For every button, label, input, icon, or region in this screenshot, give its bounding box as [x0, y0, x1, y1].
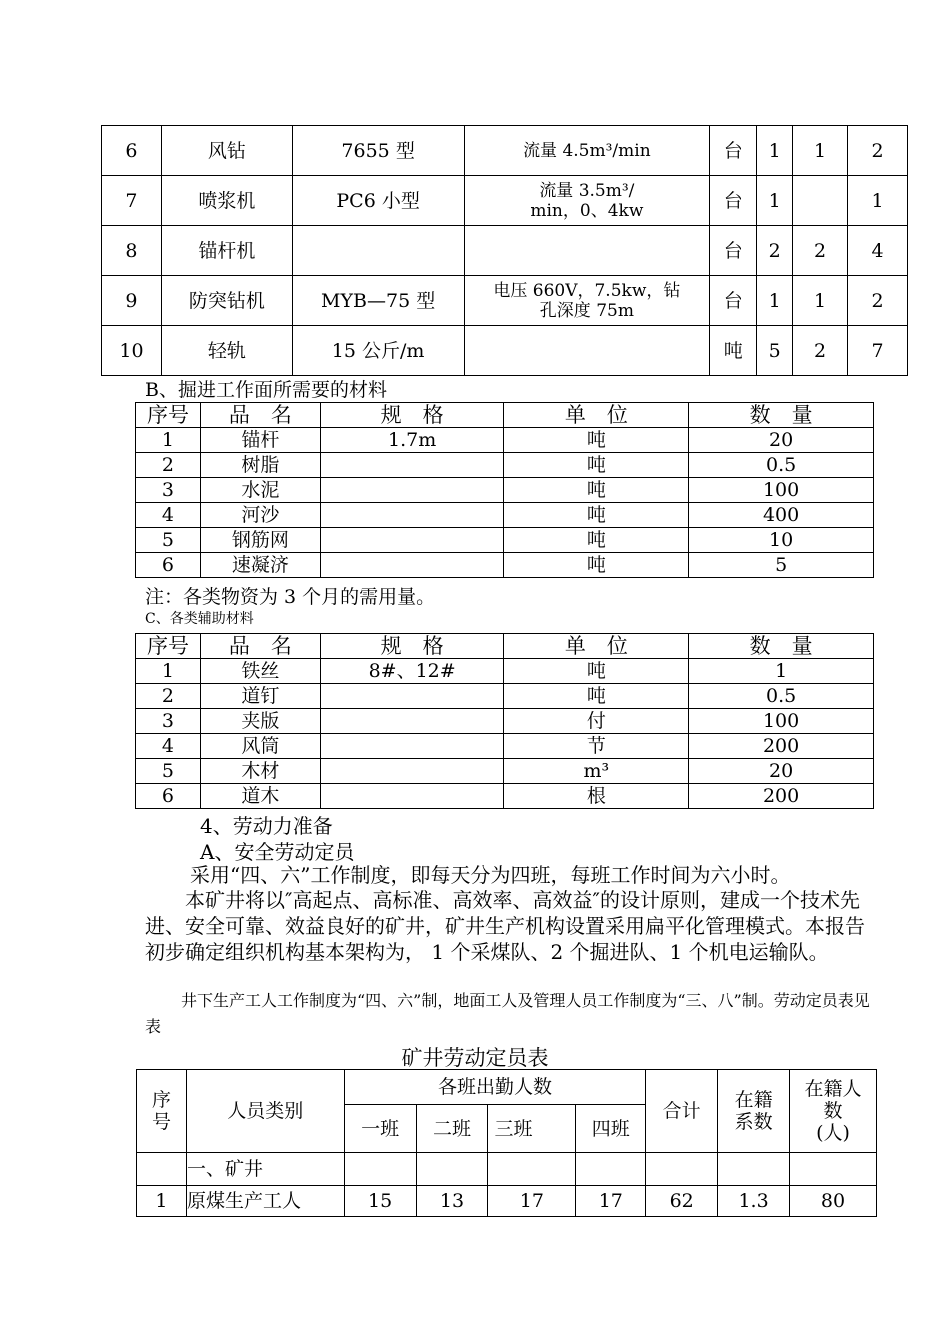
labor-paragraph-2: 本矿井将以″高起点、高标准、高效率、高效益″的设计原则，建成一个技术先进、安全可靠、效益良好的矿井，矿井生产机构设置采用扁平化管理模式。本报告初步确定组织机构基本架构为， 1 个采煤队、2 个掘进队、1 个机电运输队。: [145, 888, 865, 964]
equipment-qty-b: 2: [793, 226, 848, 276]
equipment-total: 2: [848, 276, 908, 326]
row-number: 7: [102, 176, 162, 226]
staff-table-title: 矿井劳动定员表: [401, 1046, 549, 1070]
labor-heading: 4、劳动力准备: [200, 814, 333, 838]
labor-subheading: A、安全劳动定员: [200, 840, 355, 864]
staff-table: [136, 1069, 877, 1217]
equipment-total: 4: [848, 226, 908, 276]
equipment-total: 7: [848, 326, 908, 376]
col-unit: 吨: [504, 684, 689, 709]
col-qty: 20: [689, 428, 874, 453]
equipment-unit: 台: [710, 126, 757, 176]
col-unit: m³: [504, 759, 689, 784]
table-row: [136, 453, 874, 478]
col-qty: 100: [689, 709, 874, 734]
header-total: 合计: [646, 1070, 718, 1153]
col-unit-header: 单 位: [504, 403, 689, 428]
equipment-qty-a: 1: [757, 276, 793, 326]
col-spec: [320, 453, 504, 478]
col-name-header: 品 名: [200, 403, 320, 428]
col-no: 1: [136, 659, 201, 684]
header-shifts: 各班出勤人数: [344, 1070, 646, 1105]
header-no: 序 号: [137, 1070, 187, 1153]
col-no-header: 序号: [136, 403, 201, 428]
col-name: 夹版: [200, 709, 320, 734]
col-name: 速凝济: [200, 553, 320, 578]
col-name: 河沙: [200, 503, 320, 528]
col-qty-header: 数 量: [689, 403, 874, 428]
col-no: 4: [136, 503, 201, 528]
equipment-table: [101, 125, 908, 376]
table-row: [136, 759, 874, 784]
table-row: 1 原煤生产工人 15 13 17 17 62 1.3 80: [137, 1186, 877, 1217]
col-unit: 吨: [504, 553, 689, 578]
row-number: 10: [102, 326, 162, 376]
equipment-name: 风钻: [161, 126, 292, 176]
equipment-spec: [464, 226, 710, 276]
shift-2-header: 二班: [416, 1105, 488, 1153]
materials-table: [135, 402, 874, 578]
col-qty: 100: [689, 478, 874, 503]
col-unit: 吨: [504, 453, 689, 478]
equipment-unit: 吨: [710, 326, 757, 376]
col-spec: [320, 759, 504, 784]
col-spec: [320, 684, 504, 709]
col-qty: 10: [689, 528, 874, 553]
col-spec-header: 规 格: [320, 634, 504, 659]
col-qty: 1: [689, 659, 874, 684]
row-number: 6: [102, 126, 162, 176]
equipment-name: 喷浆机: [161, 176, 292, 226]
table-row: [136, 784, 874, 809]
equipment-model: MYB—75 型: [292, 276, 464, 326]
col-spec: 8#、12#: [320, 659, 504, 684]
col-name: 锚杆: [200, 428, 320, 453]
equipment-qty-a: 1: [757, 126, 793, 176]
col-no: 5: [136, 759, 201, 784]
col-no: 4: [136, 734, 201, 759]
table-row: [102, 326, 908, 376]
col-unit: 付: [504, 709, 689, 734]
table-row: [136, 734, 874, 759]
col-name-header: 品 名: [200, 634, 320, 659]
equipment-total: 1: [848, 176, 908, 226]
shift-3-header: 三班: [488, 1105, 576, 1153]
col-qty: 400: [689, 503, 874, 528]
table-row: [136, 428, 874, 453]
equipment-qty-b: 2: [793, 326, 848, 376]
col-no: 3: [136, 478, 201, 503]
equipment-qty-a: 1: [757, 176, 793, 226]
equipment-name: 锚杆机: [161, 226, 292, 276]
col-spec: [320, 553, 504, 578]
row-number: 8: [102, 226, 162, 276]
col-unit: 吨: [504, 659, 689, 684]
materials-note: 注：各类物资为 3 个月的需用量。: [145, 586, 436, 608]
col-unit-header: 单 位: [504, 634, 689, 659]
col-unit: 根: [504, 784, 689, 809]
table-row: [136, 503, 874, 528]
equipment-name: 防突钻机: [161, 276, 292, 326]
col-unit: 吨: [504, 478, 689, 503]
col-spec: [320, 478, 504, 503]
table-row: [102, 126, 908, 176]
equipment-model: PC6 小型: [292, 176, 464, 226]
col-qty: 200: [689, 784, 874, 809]
equipment-spec: [464, 326, 710, 376]
col-no: 6: [136, 784, 201, 809]
col-name: 道木: [200, 784, 320, 809]
table-row: [136, 528, 874, 553]
table-row: [136, 553, 874, 578]
table-row: [136, 478, 874, 503]
col-no: 3: [136, 709, 201, 734]
equipment-qty-b: 1: [793, 126, 848, 176]
col-name: 钢筋网: [200, 528, 320, 553]
col-no: 1: [136, 428, 201, 453]
table-row: [136, 684, 874, 709]
equipment-unit: 台: [710, 226, 757, 276]
col-spec: [320, 528, 504, 553]
shift-4-header: 四班: [576, 1105, 646, 1153]
equipment-unit: 台: [710, 176, 757, 226]
section-b-title: B、掘进工作面所需要的材料: [145, 379, 387, 401]
labor-paragraph-1: 采用“四、六”工作制度，即每天分为四班，每班工作时间为六小时。: [190, 863, 791, 887]
equipment-model: 15 公斤/m: [292, 326, 464, 376]
equipment-spec: 流量 4.5m³/min: [464, 126, 710, 176]
equipment-qty-b: [793, 176, 848, 226]
table-header-row: [136, 634, 874, 659]
equipment-name: 轻轨: [161, 326, 292, 376]
col-qty: 20: [689, 759, 874, 784]
col-qty: 0.5: [689, 453, 874, 478]
group-label: 一、矿井: [186, 1153, 344, 1186]
col-name: 水泥: [200, 478, 320, 503]
col-spec: [320, 503, 504, 528]
col-spec: [320, 784, 504, 809]
row-number: 9: [102, 276, 162, 326]
col-qty-header: 数 量: [689, 634, 874, 659]
equipment-qty-b: 1: [793, 276, 848, 326]
col-unit: 吨: [504, 503, 689, 528]
col-no: 5: [136, 528, 201, 553]
col-name: 风筒: [200, 734, 320, 759]
col-unit: 节: [504, 734, 689, 759]
table-row: [136, 659, 874, 684]
section-c-title: C、各类辅助材料: [145, 611, 254, 627]
col-no-header: 序号: [136, 634, 201, 659]
col-qty: 5: [689, 553, 874, 578]
table-header-row: [136, 403, 874, 428]
col-no: 2: [136, 684, 201, 709]
col-unit: 吨: [504, 428, 689, 453]
equipment-total: 2: [848, 126, 908, 176]
equipment-spec: 电压 660V，7.5kw，钻 孔深度 75m: [464, 276, 710, 326]
col-qty: 0.5: [689, 684, 874, 709]
col-qty: 200: [689, 734, 874, 759]
equipment-qty-a: 5: [757, 326, 793, 376]
col-no: 2: [136, 453, 201, 478]
table-row: [102, 226, 908, 276]
equipment-unit: 台: [710, 276, 757, 326]
col-spec-header: 规 格: [320, 403, 504, 428]
table-row: [102, 176, 908, 226]
col-unit: 吨: [504, 528, 689, 553]
col-spec: 1.7m: [320, 428, 504, 453]
col-name: 木材: [200, 759, 320, 784]
table-row: [136, 709, 874, 734]
header-type: 人员类别: [186, 1070, 344, 1153]
header-coef: 在籍 系数: [718, 1070, 790, 1153]
labor-paragraph-3: 井下生产工人工作制度为“四、六”制，地面工人及管理人员工作制度为“三、八”制。劳动定员表见表: [145, 991, 870, 1036]
col-spec: [320, 709, 504, 734]
equipment-model: [292, 226, 464, 276]
col-name: 道钉: [200, 684, 320, 709]
col-name: 铁丝: [200, 659, 320, 684]
table-row: [102, 276, 908, 326]
equipment-model: 7655 型: [292, 126, 464, 176]
equipment-qty-a: 2: [757, 226, 793, 276]
col-name: 树脂: [200, 453, 320, 478]
shift-1-header: 一班: [344, 1105, 416, 1153]
col-no: 6: [136, 553, 201, 578]
aux-materials-table: [135, 633, 874, 809]
col-spec: [320, 734, 504, 759]
header-enrolled: 在籍人 数 (人): [790, 1070, 877, 1153]
equipment-spec: 流量 3.5m³/ min，0、4kw: [464, 176, 710, 226]
